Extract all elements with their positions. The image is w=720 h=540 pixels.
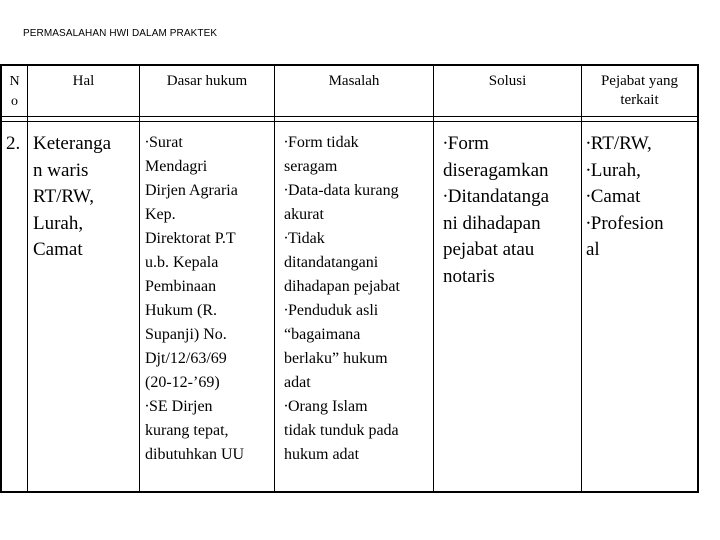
column-border-1 [27,64,28,493]
table-bottom-border [0,491,699,493]
column-border-6 [697,64,699,493]
column-border-2 [139,64,140,493]
header-bottom-border [0,116,699,117]
header-masalah: Masalah [328,73,380,89]
cell-pejabat: ∙RT/RW, ∙Lurah, ∙Camat ∙Profesion al [586,133,664,260]
header-hal: Hal [72,73,95,89]
cell-dasar-hukum: ∙Surat Mendagri Dirjen Agraria Kep. Direktorat P.T u.b. Kepala Pembinaan Hukum (R. Supanji) No. Djt/12/63/69 (20-12-’69) ∙SE Dirjen kurang tepat, dibutuhkan UU [145,134,245,463]
cell-masalah: ∙Form tidak seragam ∙Data-data kurang akurat ∙Tidak ditandatangani dihadapan pejabat ∙Penduduk asli “bagaimana berlaku” hukum adat ∙Orang Islam tidak tunduk pada hukum adat [284,134,400,463]
header-solusi: Solusi [488,73,527,89]
body-top-border [0,121,699,122]
column-border-0 [0,64,2,493]
page-title: PERMASALAHAN HWI DALAM PRAKTEK [23,28,218,39]
header-pejabat: Pejabat yang terkait [600,73,679,108]
cell-hal: Keteranga n waris RT/RW, Lurah, Camat [33,133,112,260]
column-border-5 [581,64,582,493]
column-border-3 [274,64,275,493]
header-no: N o [9,74,20,109]
table-top-border [0,64,699,66]
row-number: 2. [6,133,21,154]
header-dasar-hukum: Dasar hukum [166,73,248,89]
cell-solusi: ∙Form diseragamkan ∙Ditandatanga ni dihadapan pejabat atau notaris [443,133,550,287]
